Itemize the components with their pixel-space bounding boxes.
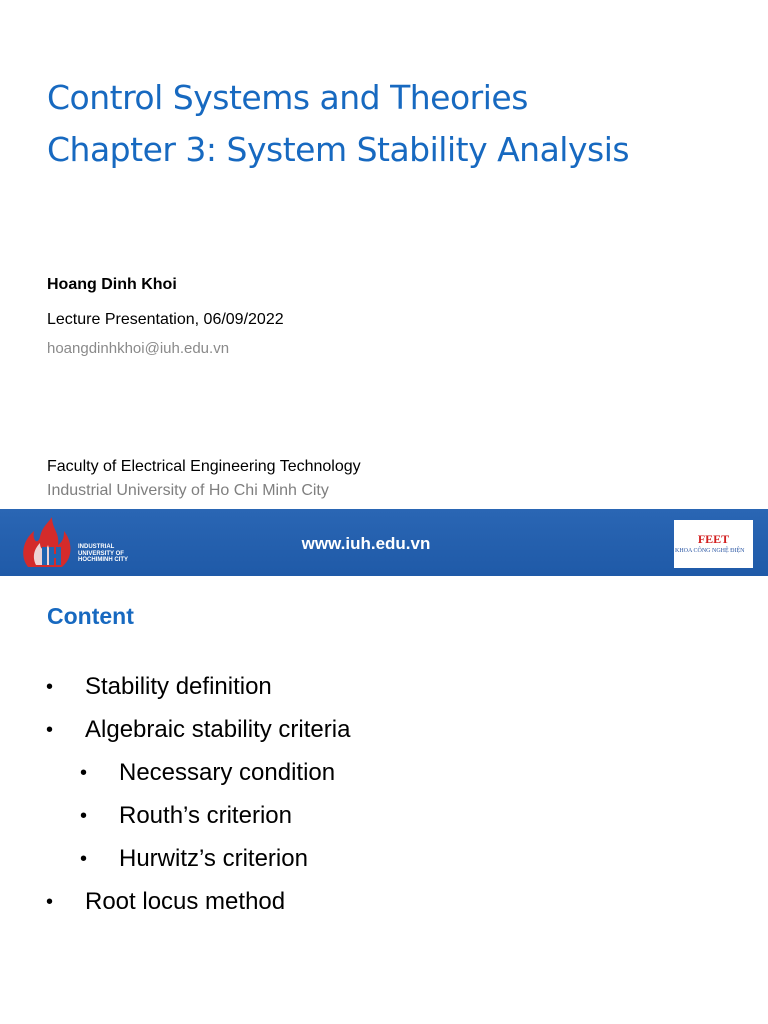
bullet-icon: • bbox=[46, 676, 54, 698]
toc-item-algebraic-criteria: Algebraic stability criteria bbox=[85, 716, 351, 743]
feet-logo-subtitle: KHOA CÔNG NGHỆ ĐIỆN bbox=[675, 548, 745, 554]
lecture-info: Lecture Presentation, 06/09/2022 bbox=[47, 311, 284, 328]
bullet-icon: • bbox=[46, 891, 54, 913]
feet-logo-title: FEET bbox=[697, 532, 730, 546]
logo-text-line-2: UNIVERSITY OF bbox=[78, 550, 124, 557]
slide-title bbox=[47, 72, 629, 176]
feet-logo bbox=[674, 520, 753, 568]
bullet-icon: • bbox=[80, 805, 88, 827]
presenter-email: hoangdinhkhoi@iuh.edu.vn bbox=[47, 340, 230, 357]
content-heading: Content bbox=[47, 603, 134, 629]
bullet-icon: • bbox=[80, 762, 88, 784]
logo-text-line-1: INDUSTRIAL bbox=[78, 544, 115, 550]
university-name: Industrial University of Ho Chi Minh City bbox=[47, 482, 329, 499]
bullet-icon: • bbox=[46, 719, 54, 741]
presenter-name: Hoang Dinh Khoi bbox=[47, 276, 177, 293]
title-line-1: Control Systems and Theories bbox=[47, 78, 528, 117]
website-url[interactable]: www.iuh.edu.vn bbox=[301, 534, 431, 553]
faculty-name: Faculty of Electrical Engineering Technology bbox=[47, 458, 361, 475]
toc-item-necessary-condition: Necessary condition bbox=[119, 759, 336, 786]
toc-item-stability-definition: Stability definition bbox=[85, 673, 272, 700]
toc-item-hurwitz-criterion: Hurwitz’s criterion bbox=[119, 845, 308, 872]
bullet-icon: • bbox=[80, 848, 88, 870]
toc-item-root-locus: Root locus method bbox=[85, 888, 286, 915]
title-line-2: Chapter 3: System Stability Analysis bbox=[47, 130, 630, 169]
footer-banner bbox=[0, 509, 768, 576]
toc-item-routh-criterion: Routh’s criterion bbox=[119, 802, 292, 829]
logo-text-line-3: HOCHIMINH CITY bbox=[78, 557, 128, 563]
